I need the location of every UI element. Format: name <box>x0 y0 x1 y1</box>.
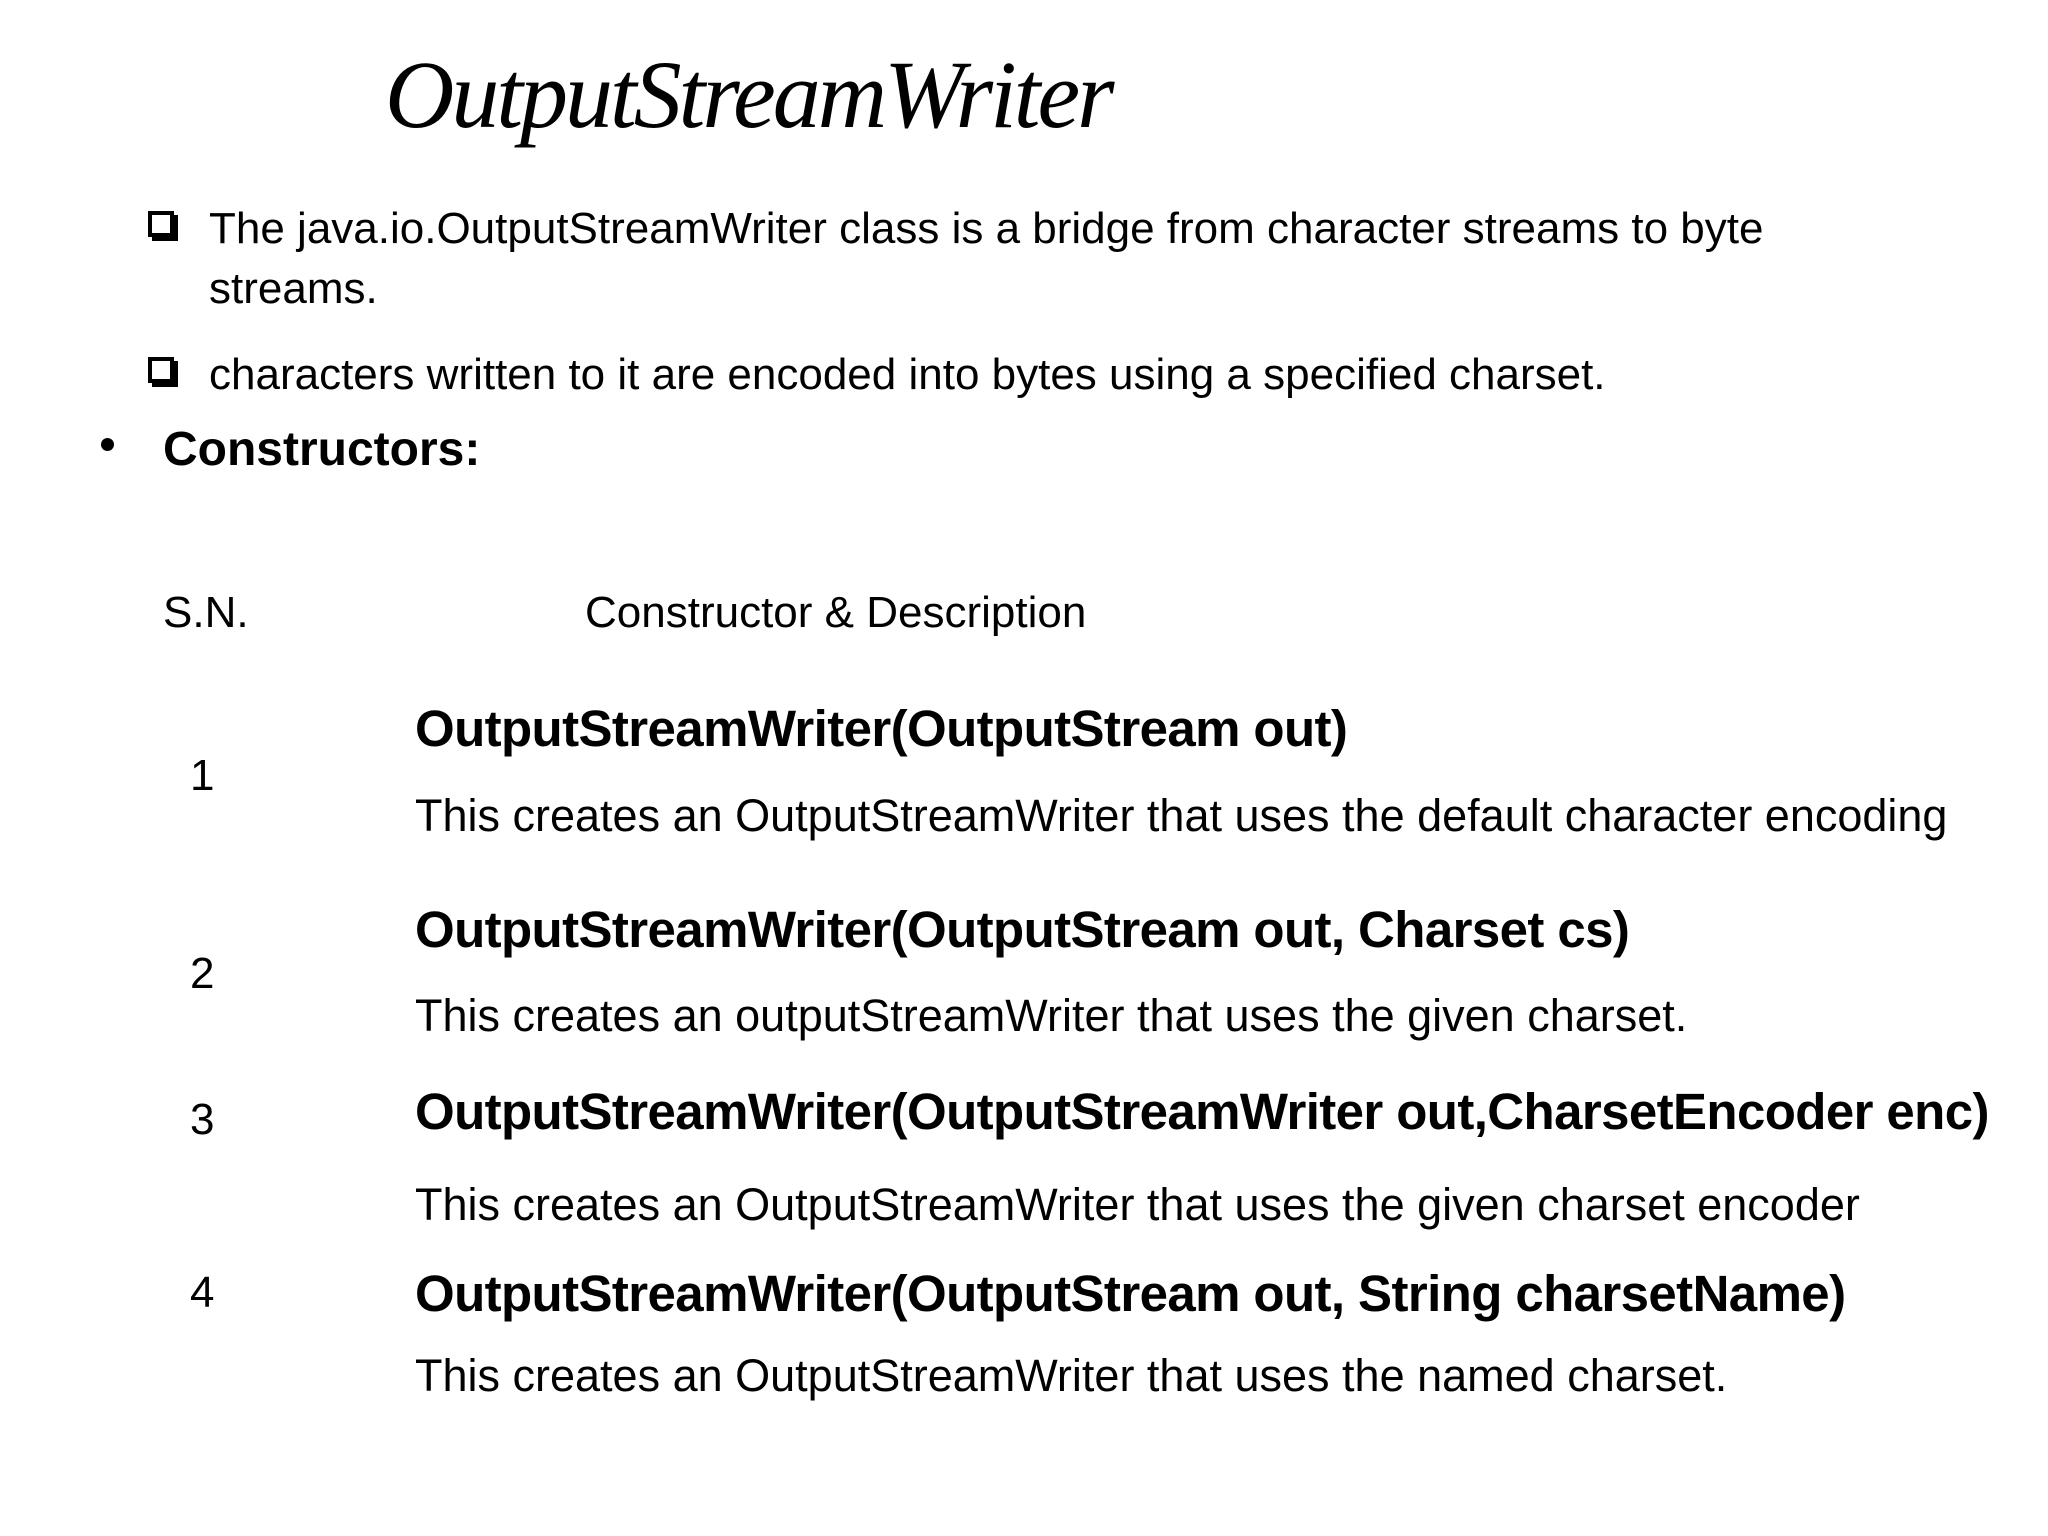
constructor-description: This creates an OutputStreamWriter that uses the given charset encoder <box>415 1179 1860 1230</box>
slide-title: OutputStreamWriter <box>385 41 1112 148</box>
constructor-signature: OutputStreamWriter(OutputStream out, Charset cs) <box>415 901 1630 958</box>
constructor-description: This creates an OutputStreamWriter that uses the named charset. <box>415 1350 1728 1401</box>
checkbox-bullet-icon <box>148 211 174 237</box>
row-number: 2 <box>190 949 215 998</box>
row-number: 1 <box>190 751 215 800</box>
column-header-description: Constructor & Description <box>585 588 1087 637</box>
constructor-signature: OutputStreamWriter(OutputStream out, String charsetName) <box>415 1265 1846 1322</box>
bullet-text-line: streams. <box>209 264 378 313</box>
constructor-description: This creates an OutputStreamWriter that uses the default character encoding <box>415 790 1948 841</box>
row-number: 3 <box>190 1095 215 1144</box>
constructor-signature: OutputStreamWriter(OutputStreamWriter out,CharsetEncoder enc) <box>415 1083 1989 1140</box>
checkbox-bullet-icon <box>148 357 174 383</box>
bullet-text-line: The java.io.OutputStreamWriter class is a bridge from character streams to byte <box>209 204 1764 253</box>
row-number: 4 <box>190 1268 215 1317</box>
bullet-dot-icon <box>101 438 114 451</box>
column-header-sn: S.N. <box>163 588 249 637</box>
constructor-signature: OutputStreamWriter(OutputStream out) <box>415 700 1348 757</box>
constructor-description: This creates an outputStreamWriter that uses the given charset. <box>415 990 1688 1041</box>
section-heading: Constructors: <box>163 423 481 476</box>
bullet-text-line: characters written to it are encoded into bytes using a specified charset. <box>209 350 1606 399</box>
